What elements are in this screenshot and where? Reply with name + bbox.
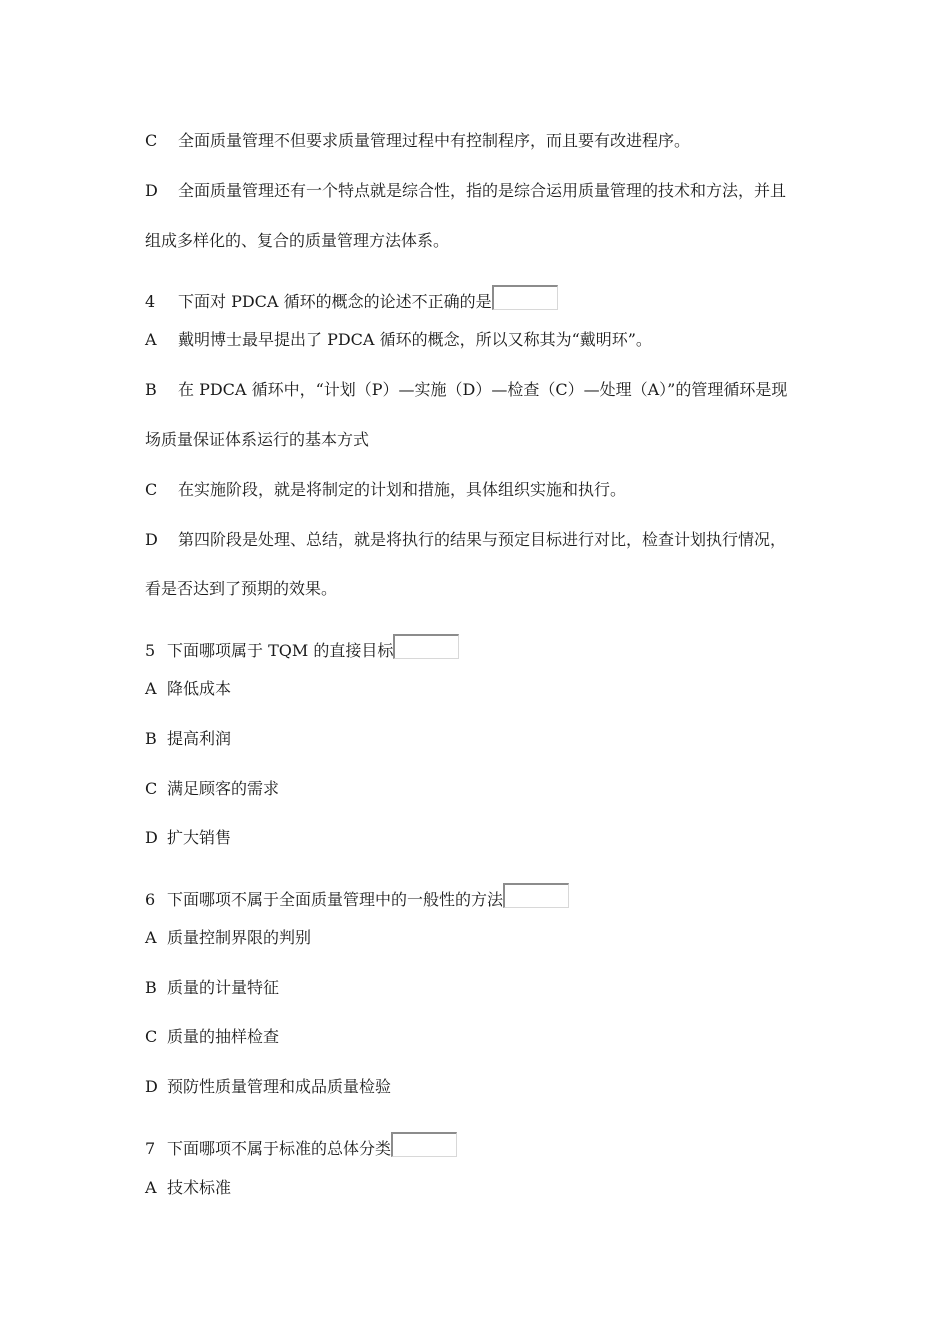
- option-text: 质量的抽样检查: [167, 1027, 280, 1046]
- q6-option-a: [145, 928, 311, 948]
- option-letter: A: [145, 330, 157, 349]
- q5-option-d: [145, 828, 231, 848]
- answer-input[interactable]: [503, 883, 569, 908]
- option-letter: D: [145, 828, 158, 847]
- option-text: 第四阶段是处理、总结，就是将执行的结果与预定目标进行对比，检查计划执行情况，: [178, 530, 787, 549]
- q5-option-b: [145, 729, 231, 749]
- option-letter: A: [145, 928, 157, 947]
- q6-stem: [145, 883, 569, 910]
- option-letter: D: [145, 181, 158, 200]
- question-number: 6: [145, 890, 156, 909]
- option-text: 扩大销售: [167, 828, 232, 847]
- option-letter: C: [145, 131, 158, 150]
- option-letter: C: [145, 779, 158, 798]
- question-number: 4: [145, 292, 156, 311]
- option-text: 在 PDCA 循环中，“计划（P）—实施（D）—检查（C）—处理（A）”的管理循环是现: [178, 380, 788, 399]
- option-text: 全面质量管理还有一个特点就是综合性，指的是综合运用质量管理的技术和方法，并且: [178, 181, 787, 200]
- q3-option-c: [145, 131, 690, 151]
- answer-input[interactable]: [391, 1132, 457, 1157]
- option-text: 预防性质量管理和成品质量检验: [167, 1077, 392, 1096]
- answer-input[interactable]: [492, 285, 558, 310]
- option-text: 降低成本: [167, 679, 232, 698]
- option-letter: B: [145, 978, 157, 997]
- q3-option-d: [145, 181, 786, 201]
- option-letter: B: [145, 380, 157, 399]
- question-number: 5: [145, 641, 156, 660]
- option-text: 质量控制界限的判别: [167, 928, 312, 947]
- option-text-continued: 看是否达到了预期的效果。: [145, 579, 338, 598]
- option-letter: C: [145, 480, 158, 499]
- question-text: 下面哪项不属于全面质量管理中的一般性的方法: [167, 890, 504, 909]
- option-letter: A: [145, 1178, 157, 1197]
- option-text-continued: 组成多样化的、复合的质量管理方法体系。: [145, 231, 450, 250]
- q5-option-c: [145, 779, 279, 799]
- option-letter: D: [145, 530, 158, 549]
- option-text: 在实施阶段，就是将制定的计划和措施，具体组织实施和执行。: [178, 480, 627, 499]
- option-text: 全面质量管理不但要求质量管理过程中有控制程序，而且要有改进程序。: [178, 131, 691, 150]
- question-text: 下面哪项不属于标准的总体分类: [167, 1139, 392, 1158]
- option-text-continued: 场质量保证体系运行的基本方式: [145, 430, 370, 449]
- q4-option-a: [145, 330, 652, 350]
- q5-option-a: [145, 679, 231, 699]
- q6-option-b: [145, 978, 279, 998]
- q4-option-b: [145, 380, 787, 400]
- option-letter: A: [145, 679, 157, 698]
- option-text: 满足顾客的需求: [167, 779, 280, 798]
- option-letter: D: [145, 1077, 158, 1096]
- q4-option-b-continued: [145, 430, 369, 450]
- q7-option-a: [145, 1178, 231, 1198]
- q4-option-d: [145, 530, 786, 550]
- q4-option-c: [145, 480, 626, 500]
- answer-input[interactable]: [393, 634, 459, 659]
- question-number: 7: [145, 1139, 156, 1158]
- option-text: 技术标准: [167, 1178, 232, 1197]
- q6-option-d: [145, 1077, 391, 1097]
- q3-option-d-continued: [145, 231, 449, 251]
- q4-stem: [145, 285, 558, 312]
- option-text: 提高利润: [167, 729, 232, 748]
- option-text: 戴明博士最早提出了 PDCA 循环的概念，所以又称其为“戴明环”。: [178, 330, 652, 349]
- q4-option-d-continued: [145, 579, 337, 599]
- q7-stem: [145, 1132, 457, 1159]
- option-letter: B: [145, 729, 157, 748]
- question-text: 下面对 PDCA 循环的概念的论述不正确的是: [178, 292, 492, 311]
- q6-option-c: [145, 1027, 279, 1047]
- option-text: 质量的计量特征: [167, 978, 280, 997]
- question-text: 下面哪项属于 TQM 的直接目标: [167, 641, 394, 660]
- q5-stem: [145, 634, 459, 661]
- option-letter: C: [145, 1027, 158, 1046]
